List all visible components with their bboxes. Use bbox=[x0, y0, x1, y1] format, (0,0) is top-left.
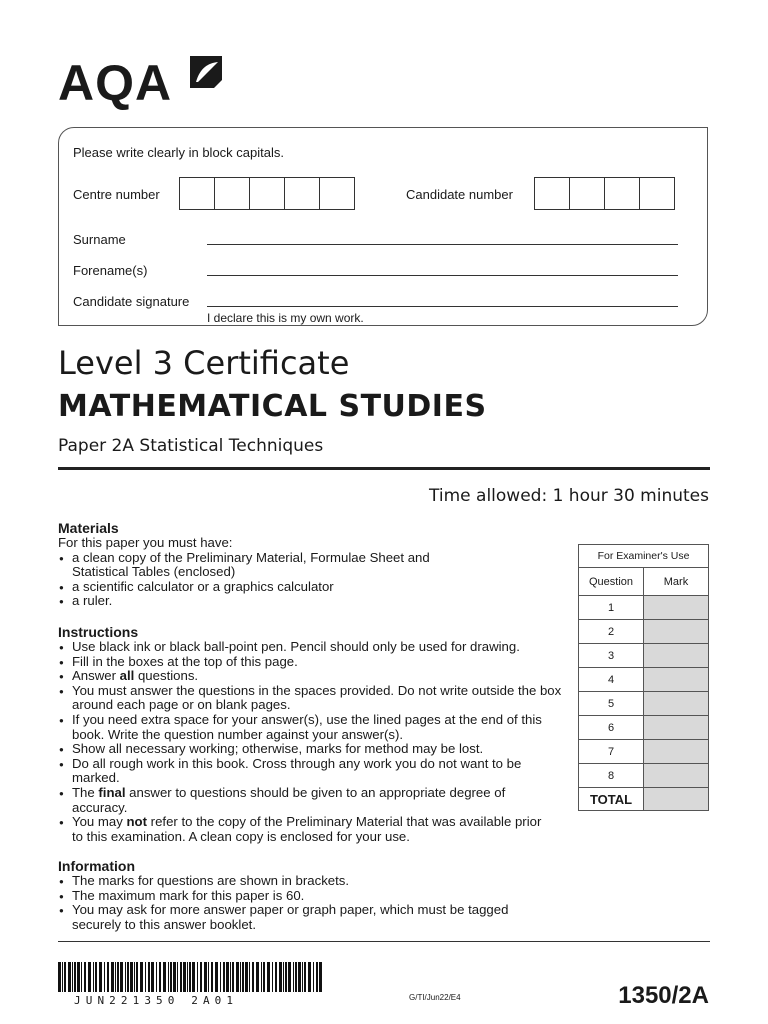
barcode-stripe bbox=[180, 962, 182, 992]
barcode-stripe bbox=[130, 962, 133, 992]
barcode-stripe bbox=[77, 962, 80, 992]
question-number: 6 bbox=[579, 716, 644, 740]
instructions-list bbox=[58, 640, 570, 844]
barcode-stripe bbox=[261, 962, 262, 992]
title-divider bbox=[58, 467, 710, 470]
barcode-stripe bbox=[249, 962, 250, 992]
question-number: 7 bbox=[579, 740, 644, 764]
barcode-stripe bbox=[230, 962, 231, 992]
question-number: 2 bbox=[579, 620, 644, 644]
barcode-stripe bbox=[275, 962, 277, 992]
mark-cell bbox=[644, 716, 709, 740]
barcode-stripe bbox=[240, 962, 241, 992]
barcode-stripe bbox=[95, 962, 97, 992]
digit-box[interactable] bbox=[604, 177, 640, 210]
barcode-stripe bbox=[226, 962, 229, 992]
barcode-stripe bbox=[148, 962, 150, 992]
barcode-stripe bbox=[187, 962, 188, 992]
aqa-logo-text: AQA bbox=[58, 55, 173, 111]
digit-box[interactable] bbox=[569, 177, 605, 210]
materials-heading: Materials bbox=[58, 520, 119, 536]
list-item: ● You may ask for more answer paper or graph paper, which must be tagged securely to this answer booklet. bbox=[58, 903, 552, 932]
list-item: ● Do all rough work in this book. Cross through any work you do not want to be marked. bbox=[58, 757, 537, 786]
subject-title: MATHEMATICAL STUDIES bbox=[58, 389, 487, 424]
barcode-stripe bbox=[223, 962, 225, 992]
question-number: 1 bbox=[579, 596, 644, 620]
barcode-stripe bbox=[295, 962, 297, 992]
list-item: ● Use black ink or black ball-point pen. Pencil should only be used for drawing. bbox=[58, 640, 570, 655]
digit-box[interactable] bbox=[214, 177, 250, 210]
barcode-stripe bbox=[189, 962, 191, 992]
list-item: ● You may not refer to the copy of the Preliminary Material that was available prior to this examination. A clean copy is enclosed for your use. bbox=[58, 815, 554, 844]
total-label: TOTAL bbox=[579, 788, 644, 811]
barcode-stripe bbox=[232, 962, 234, 992]
examiner-use-table bbox=[578, 544, 709, 811]
list-item: ● Fill in the boxes at the top of this page. bbox=[58, 655, 570, 670]
candidate-number-boxes[interactable] bbox=[535, 177, 675, 210]
barcode-stripe bbox=[140, 962, 143, 992]
barcode-stripe bbox=[145, 962, 146, 992]
total-mark-cell bbox=[644, 788, 709, 811]
barcode-stripe bbox=[99, 962, 102, 992]
digit-box[interactable] bbox=[534, 177, 570, 210]
paper-title: Paper 2A Statistical Techniques bbox=[58, 436, 324, 456]
examiner-table-title: For Examiner's Use bbox=[579, 545, 709, 568]
barcode-stripe bbox=[302, 962, 303, 992]
question-number: 4 bbox=[579, 668, 644, 692]
barcode-stripe bbox=[211, 962, 213, 992]
qualification-level: Level 3 Certificate bbox=[58, 344, 350, 382]
barcode-stripe bbox=[173, 962, 176, 992]
barcode-stripe bbox=[220, 962, 221, 992]
barcode-stripe bbox=[263, 962, 265, 992]
aqa-logo-icon bbox=[188, 54, 224, 90]
barcode-stripe bbox=[208, 962, 209, 992]
list-item: ● a scientific calculator or a graphics calculator bbox=[58, 580, 568, 595]
barcode-stripe bbox=[88, 962, 91, 992]
mark-column-header: Mark bbox=[644, 568, 709, 596]
barcode-stripe bbox=[313, 962, 314, 992]
barcode-stripe bbox=[104, 962, 105, 992]
barcode-stripe bbox=[111, 962, 114, 992]
mark-cell bbox=[644, 740, 709, 764]
materials-section bbox=[58, 520, 568, 609]
barcode-stripe bbox=[279, 962, 282, 992]
list-item: ● You must answer the questions in the spaces provided. Do not write outside the box around each page or on blank pages. bbox=[58, 684, 570, 713]
surname-field[interactable] bbox=[207, 244, 678, 245]
barcode-stripe bbox=[283, 962, 284, 992]
barcode-stripe bbox=[120, 962, 123, 992]
barcode-stripe bbox=[200, 962, 202, 992]
barcode-stripe bbox=[134, 962, 135, 992]
information-section bbox=[58, 858, 568, 932]
list-item: ● The maximum mark for this paper is 60. bbox=[58, 889, 568, 904]
list-item: ● Show all necessary working; otherwise, marks for method may be lost. bbox=[58, 742, 570, 757]
instructions-heading: Instructions bbox=[58, 624, 139, 640]
barcode-stripe bbox=[93, 962, 94, 992]
barcode-image bbox=[58, 962, 322, 992]
mark-cell bbox=[644, 764, 709, 788]
barcode-stripe bbox=[159, 962, 161, 992]
barcode-stripe bbox=[68, 962, 71, 992]
barcode-stripe bbox=[272, 962, 273, 992]
barcode-stripe bbox=[74, 962, 76, 992]
list-item: ● If you need extra space for your answer(s), use the lined pages at the end of this book. Write the question number against your answer(s). bbox=[58, 713, 552, 742]
forename-field[interactable] bbox=[207, 275, 678, 276]
forename-label: Forename(s) bbox=[73, 263, 148, 278]
barcode-stripe bbox=[136, 962, 138, 992]
information-heading: Information bbox=[58, 858, 135, 874]
barcode-stripe bbox=[242, 962, 244, 992]
barcode-stripe bbox=[197, 962, 198, 992]
barcode-stripe bbox=[72, 962, 73, 992]
barcode-stripe bbox=[267, 962, 270, 992]
barcode-stripe bbox=[215, 962, 218, 992]
barcode-stripe bbox=[81, 962, 82, 992]
barcode-stripe bbox=[183, 962, 186, 992]
barcode-text: JUN221350 2A01 bbox=[74, 994, 239, 1007]
barcode-stripe bbox=[298, 962, 301, 992]
list-item: ● Answer all questions. bbox=[58, 669, 570, 684]
mark-cell bbox=[644, 596, 709, 620]
print-reference-code: G/TI/Jun22/E4 bbox=[409, 993, 461, 1002]
barcode-stripe bbox=[151, 962, 154, 992]
barcode-stripe bbox=[177, 962, 178, 992]
mark-cell bbox=[644, 644, 709, 668]
candidate-number-label: Candidate number bbox=[406, 187, 513, 202]
barcode-stripe bbox=[316, 962, 318, 992]
centre-number-boxes[interactable] bbox=[180, 177, 355, 210]
digit-box[interactable] bbox=[249, 177, 285, 210]
barcode-stripe bbox=[256, 962, 259, 992]
barcode-stripe bbox=[117, 962, 119, 992]
barcode-stripe bbox=[127, 962, 129, 992]
question-number: 3 bbox=[579, 644, 644, 668]
footer-divider bbox=[58, 941, 710, 942]
signature-field[interactable] bbox=[207, 306, 678, 307]
barcode-stripe bbox=[245, 962, 248, 992]
barcode-stripe bbox=[293, 962, 294, 992]
barcode-stripe bbox=[252, 962, 254, 992]
digit-box[interactable] bbox=[284, 177, 320, 210]
centre-number-label: Centre number bbox=[73, 187, 160, 202]
barcode-stripe bbox=[64, 962, 66, 992]
barcode-stripe bbox=[84, 962, 86, 992]
barcode-stripe bbox=[125, 962, 126, 992]
instructions-section bbox=[58, 624, 570, 844]
barcode-stripe bbox=[107, 962, 109, 992]
digit-box[interactable] bbox=[179, 177, 215, 210]
time-allowed: Time allowed: 1 hour 30 minutes bbox=[429, 486, 709, 506]
declaration-text: I declare this is my own work. bbox=[207, 311, 364, 325]
barcode-stripe bbox=[163, 962, 166, 992]
mark-cell bbox=[644, 668, 709, 692]
materials-list bbox=[58, 551, 568, 609]
barcode-stripe bbox=[288, 962, 291, 992]
barcode-stripe bbox=[62, 962, 63, 992]
mark-cell bbox=[644, 692, 709, 716]
surname-label: Surname bbox=[73, 232, 126, 247]
barcode-stripe bbox=[156, 962, 157, 992]
barcode-stripe bbox=[285, 962, 287, 992]
barcode-stripe bbox=[304, 962, 306, 992]
barcode-stripe bbox=[115, 962, 116, 992]
information-list bbox=[58, 874, 568, 932]
list-item: ● The marks for questions are shown in brackets. bbox=[58, 874, 568, 889]
barcode-stripe bbox=[168, 962, 169, 992]
paper-code: 1350/2A bbox=[618, 982, 709, 1009]
barcode-stripe bbox=[319, 962, 322, 992]
materials-intro: For this paper you must have: bbox=[58, 535, 233, 550]
list-item: ● a clean copy of the Preliminary Material, Formulae Sheet and Statistical Tables (enclosed) bbox=[58, 551, 472, 580]
barcode-stripe bbox=[204, 962, 207, 992]
digit-box[interactable] bbox=[639, 177, 675, 210]
mark-cell bbox=[644, 620, 709, 644]
barcode-stripe bbox=[192, 962, 195, 992]
block-capitals-instruction: Please write clearly in block capitals. bbox=[73, 145, 284, 160]
digit-box[interactable] bbox=[319, 177, 355, 210]
barcode-stripe bbox=[58, 962, 61, 992]
barcode-stripe bbox=[170, 962, 172, 992]
barcode-stripe bbox=[236, 962, 239, 992]
question-number: 5 bbox=[579, 692, 644, 716]
list-item: ● The final answer to questions should be given to an appropriate degree of accuracy. bbox=[58, 786, 532, 815]
question-column-header: Question bbox=[579, 568, 644, 596]
barcode-stripe bbox=[308, 962, 311, 992]
question-number: 8 bbox=[579, 764, 644, 788]
list-item: ● a ruler. bbox=[58, 594, 568, 609]
signature-label: Candidate signature bbox=[73, 294, 190, 309]
